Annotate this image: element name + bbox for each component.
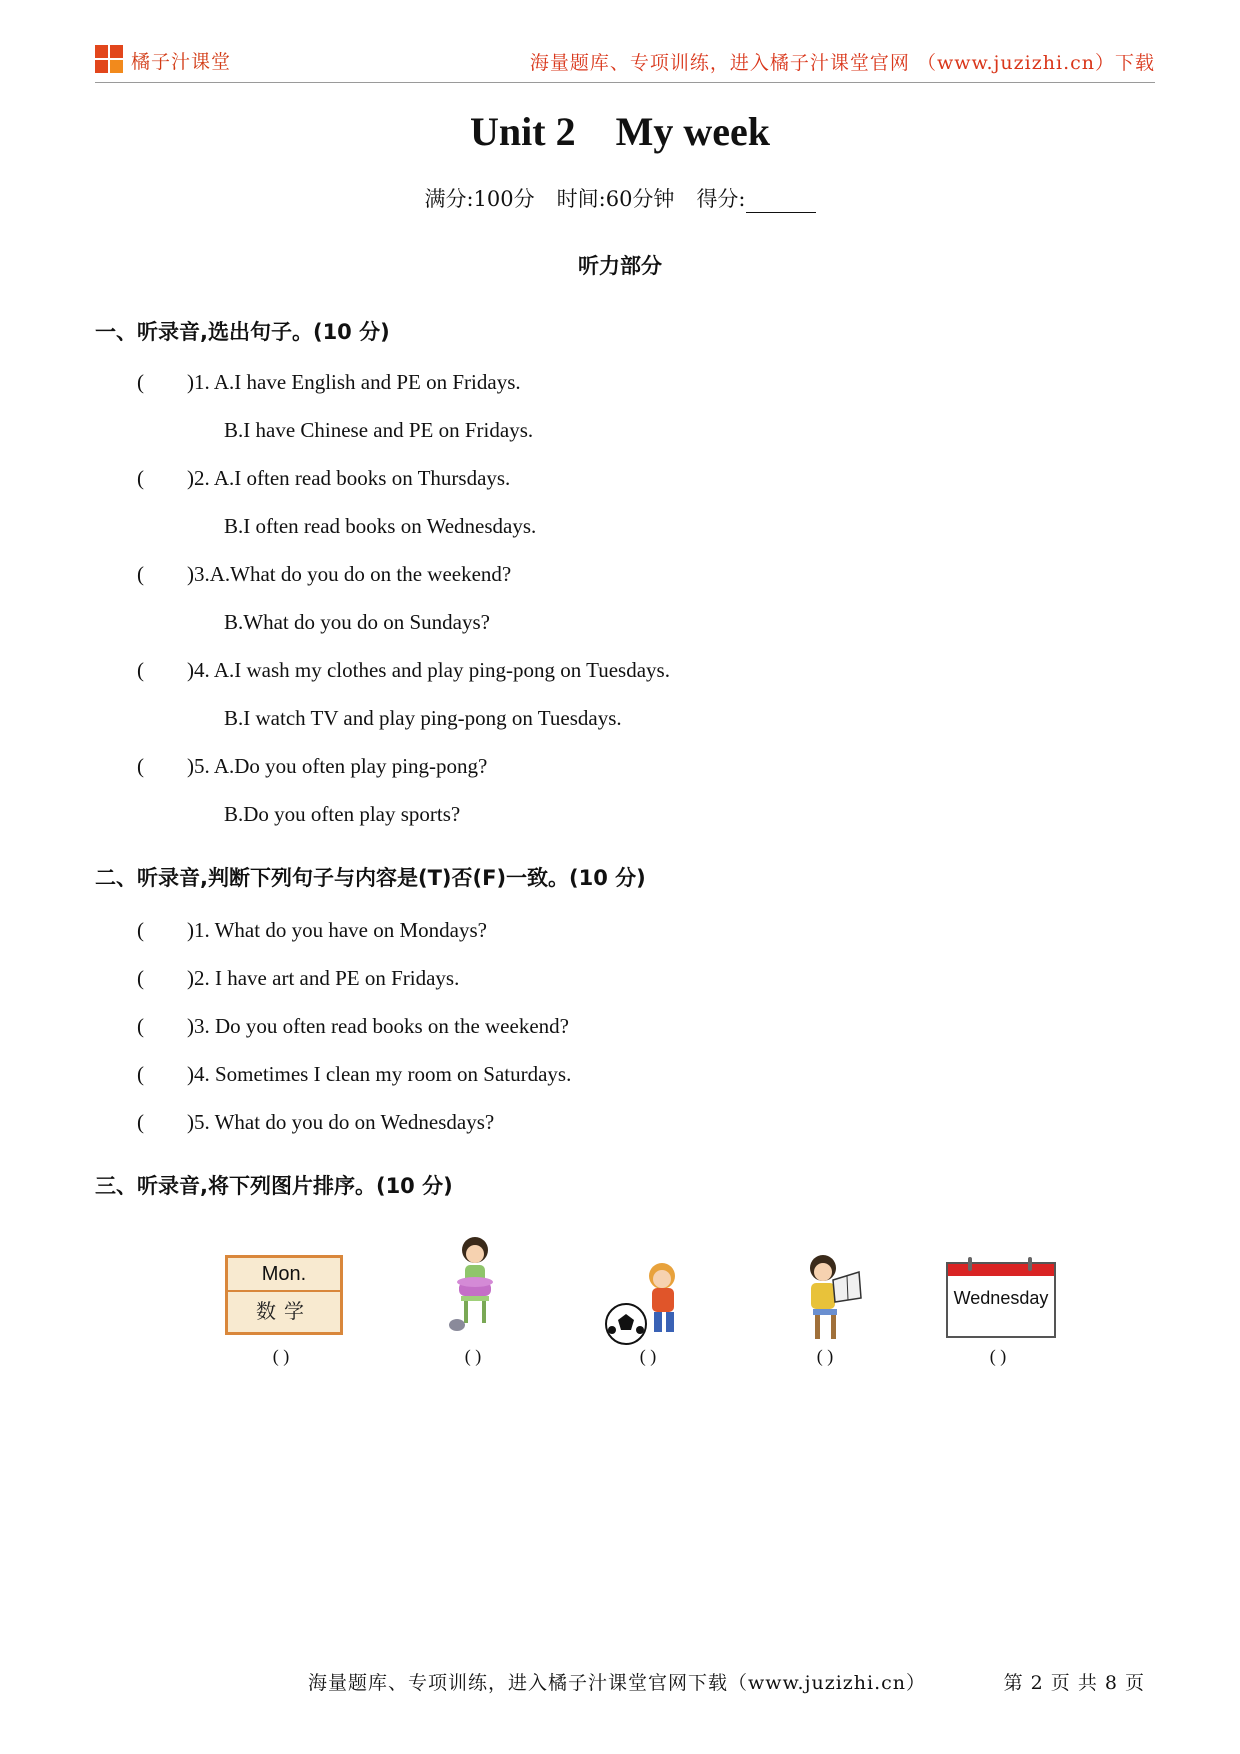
s1-question-3: ( )3.A.What do you do on the weekend? — [137, 562, 512, 586]
s1-question-5: ( )5. A.Do you often play ping-pong? — [137, 754, 488, 778]
s1-option-3b: B.What do you do on Sundays? — [224, 610, 490, 634]
picture-5-answer[interactable]: ( ) — [989, 1346, 1007, 1366]
s2-question-1: ( )1. What do you have on Mondays? — [137, 918, 487, 942]
s1-option-5b: B.Do you often play sports? — [224, 802, 461, 826]
calendar-ring-icon — [1028, 1257, 1032, 1271]
wednesday-calendar-picture — [946, 1262, 1056, 1338]
page-header — [95, 42, 1155, 83]
title-unit: Unit 2 — [470, 109, 576, 154]
calendar-header — [948, 1264, 1054, 1276]
title-topic: My week — [615, 109, 770, 154]
s1-question-2: ( )2. A.I often read books on Thursdays. — [137, 466, 511, 490]
section-3-heading: 三、听录音,将下列图片排序。(10 分) — [95, 1174, 453, 1198]
logo[interactable] — [95, 44, 231, 76]
s2-question-5: ( )5. What do you do on Wednesdays? — [137, 1110, 495, 1134]
full-score: 满分:100分 — [424, 187, 535, 211]
s1-question-1: ( )1. A.I have English and PE on Fridays. — [137, 370, 521, 394]
page-title — [0, 108, 1240, 155]
picture-3-answer[interactable]: ( ) — [639, 1346, 657, 1366]
exam-meta — [0, 183, 1240, 213]
card-day: Mon. — [228, 1258, 340, 1292]
picture-2-answer[interactable]: ( ) — [464, 1346, 482, 1366]
page-number: 第 2 页 共 8 页 — [1003, 1672, 1145, 1694]
score-label: 得分: — [696, 187, 746, 211]
section-1-heading: 一、听录音,选出句子。(10 分) — [95, 320, 390, 344]
header-slogan: 海量题库、专项训练，进入橘子汁课堂官网 （www.juzizhi.cn）下载 — [529, 52, 1155, 74]
time-limit: 时间:60分钟 — [556, 187, 675, 211]
picture-4-answer[interactable]: ( ) — [816, 1346, 834, 1366]
part-title: 听力部分 — [578, 254, 662, 278]
footer-slogan: 海量题库、专项训练，进入橘子汁课堂官网下载（www.juzizhi.cn） — [308, 1672, 927, 1694]
picture-1-answer[interactable]: ( ) — [272, 1346, 290, 1366]
boy-reading-book-picture — [787, 1250, 875, 1348]
monday-math-card — [225, 1255, 343, 1335]
score-blank[interactable] — [746, 192, 816, 213]
s1-option-1b: B.I have Chinese and PE on Fridays. — [224, 418, 534, 442]
boy-playing-football-picture — [602, 1258, 698, 1348]
s1-option-4b: B.I watch TV and play ping-pong on Tuesdays. — [224, 706, 622, 730]
s1-question-4: ( )4. A.I wash my clothes and play ping-pong on Tuesdays. — [137, 658, 670, 682]
s2-question-3: ( )3. Do you often read books on the weekend? — [137, 1014, 569, 1038]
card-subject: 数学 — [256, 1299, 312, 1323]
section-2-heading: 二、听录音,判断下列句子与内容是(T)否(F)一致。(10 分) — [95, 866, 646, 890]
logo-icon — [95, 45, 125, 75]
s1-option-2b: B.I often read books on Wednesdays. — [224, 514, 537, 538]
calendar-ring-icon — [968, 1257, 972, 1271]
s2-question-4: ( )4. Sometimes I clean my room on Saturdays. — [137, 1062, 572, 1086]
girl-washing-clothes-picture — [435, 1230, 515, 1338]
calendar-day-label: Wednesday — [953, 1288, 1049, 1308]
s2-question-2: ( )2. I have art and PE on Fridays. — [137, 966, 460, 990]
logo-text: 橘子汁课堂 — [131, 50, 232, 73]
